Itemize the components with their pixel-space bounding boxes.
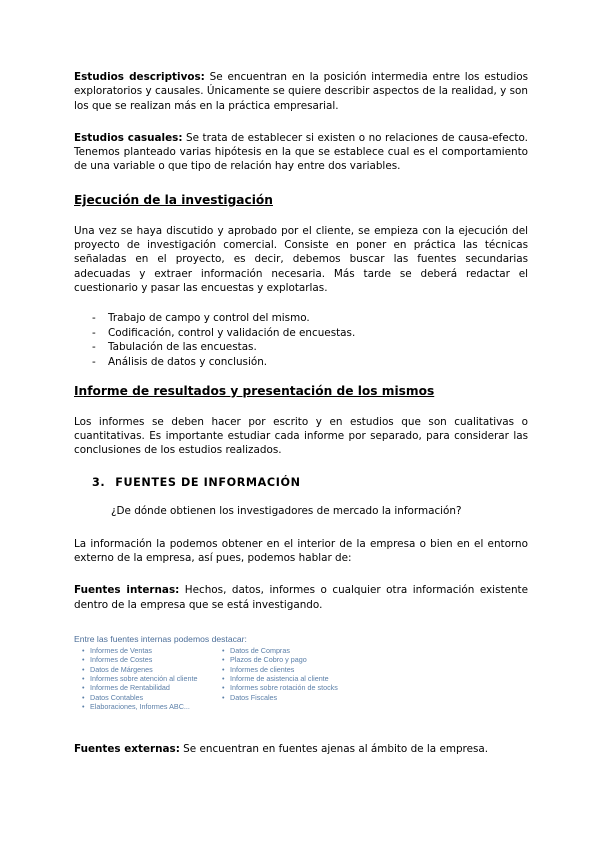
figure-title: Entre las fuentes internas podemos destacar: <box>74 634 247 645</box>
list-dash: - <box>92 326 96 339</box>
section-title: FUENTES DE INFORMACIÓN <box>115 475 301 489</box>
list-item: - Codificación, control y validación de encuestas. <box>92 326 356 339</box>
paragraph-estudios-casuales <box>74 131 528 174</box>
figure-column-right <box>218 646 338 702</box>
list-dash: - <box>92 356 96 369</box>
list-item: • Informes de Rentabilidad <box>82 683 170 693</box>
section-number: 3. <box>92 475 106 489</box>
list-item: • Informes de Costes <box>82 655 153 665</box>
list-item: • Plazos de Cobro y pago <box>222 655 307 665</box>
list-dash: - <box>92 312 96 325</box>
document-page <box>74 70 528 756</box>
paragraph-question: ¿De dónde obtienen los investigadores de mercado la información? <box>111 504 462 517</box>
list-item: • Datos Fiscales <box>222 692 278 702</box>
list-item: - Trabajo de campo y control del mismo. <box>92 312 310 325</box>
list-item: • Datos de Márgenes <box>82 664 153 674</box>
paragraph-fuentes-internas <box>74 583 528 612</box>
list-item: • Informes de clientes <box>222 664 295 674</box>
definition-estudios-casuales: Se trata de establecer si existen o no relaciones de causa-efecto. Tenemos planteado varias hipótesis en la que se establece cual es el comportamiento de una variable o que tipo de relación hay entre dos variables. <box>74 131 528 173</box>
definition-estudios-descriptivos: Se encuentran en la posición intermedia entre los estudios exploratorios y causales. Únicamente se quiere describir aspectos de la realidad, y son los que se realizan más en la práctica empresarial. <box>74 71 528 112</box>
paragraph-estudios-descriptivos <box>74 70 528 113</box>
paragraph-informacion: La información la podemos obtener en el interior de la empresa o bien en el entorno externo de la empresa, así pues, podemos hablar de: <box>74 537 528 565</box>
definition-fuentes-internas: Hechos, datos, informes o cualquier otra información existente dentro de la empresa que se está investigando. <box>74 584 528 611</box>
list-item: • Informes sobre rotación de stocks <box>222 683 338 693</box>
list-item: - Tabulación de las encuestas. <box>92 341 257 354</box>
heading-ejecucion: Ejecución de la investigación <box>74 192 273 207</box>
internal-sources-figure <box>74 634 374 718</box>
list-item: • Datos de Compras <box>222 646 290 656</box>
list-item: • Informes de Ventas <box>82 646 152 656</box>
heading-informe: Informe de resultados y presentación de los mismos <box>74 383 435 398</box>
paragraph-informe: Los informes se deben hacer por escrito y en estudios que son cualitativas o cuantitativas. Es importante estudiar cada informe por separado, para considerar las conclusiones de los estudios realizados. <box>74 415 528 457</box>
term-fuentes-externas: Fuentes externas: <box>74 743 180 756</box>
definition-fuentes-externas: Se encuentran en fuentes ajenas al ámbito de la empresa. <box>179 743 489 756</box>
list-dash: - <box>92 341 96 354</box>
paragraph-fuentes-externas <box>74 742 528 756</box>
ejecucion-task-list <box>74 311 528 369</box>
list-item: - Análisis de datos y conclusión. <box>92 356 268 369</box>
term-fuentes-internas: Fuentes internas: <box>74 584 180 597</box>
section-heading-fuentes <box>92 476 528 489</box>
list-item: • Informes sobre atención al cliente <box>82 673 198 683</box>
figure-column-left <box>78 646 197 711</box>
list-item: • Elaboraciones, Informes ABC... <box>82 701 190 711</box>
list-item: • Datos Contables <box>82 692 144 702</box>
paragraph-ejecucion: Una vez se haya discutido y aprobado por el cliente, se empieza con la ejecución del proyecto de investigación comercial. Consiste en poner en práctica las técnicas señaladas en el proyecto, es decir, debemos buscar las fuentes secundarias adecuadas y extraer información necesaria. Más tarde se deberá redactar el cuestionario y pasar las encuestas y explotarlas. <box>74 224 528 294</box>
term-estudios-descriptivos: Estudios descriptivos: <box>74 71 205 83</box>
term-estudios-casuales: Estudios casuales: <box>74 131 183 144</box>
list-item: • Informe de asistencia al cliente <box>222 673 329 683</box>
